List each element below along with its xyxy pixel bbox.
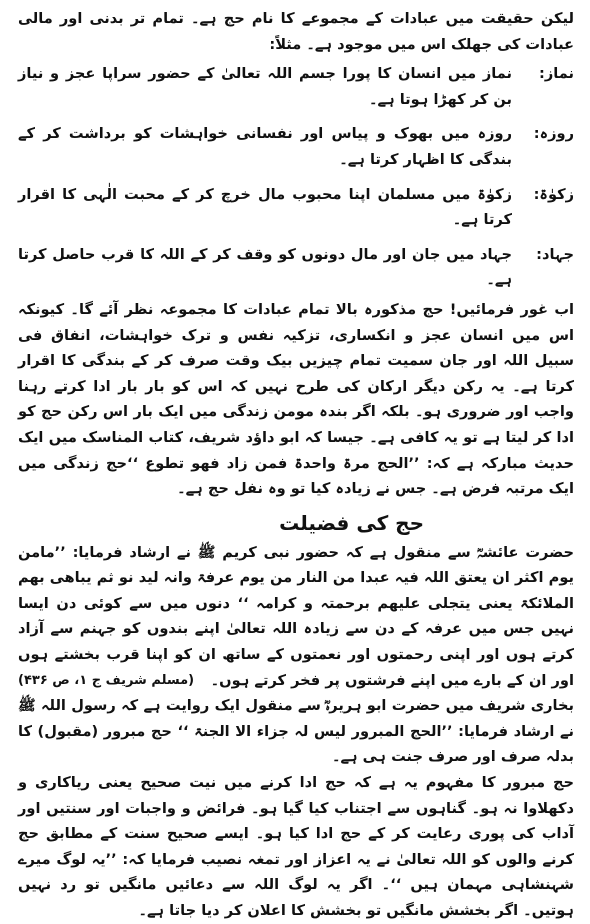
bukhari-paragraph: بخاری شریف میں حضرت ابو ہریرہؓ سے منقول ایک روایت ہے کہ رسول اللہ ﷺ نے ارشاد فرمایا: ’’الحج المبرور لیس لہ جزاء الا الجنۃ ‘‘ حج مبرور (مقبول) کا بدلہ صرف اور صرف جنت ہی ہے۔: [18, 697, 574, 766]
hadith-paragraph: [18, 540, 574, 694]
definition-text: نماز میں انسان کا پورا جسم اللہ تعالیٰ کے حضور سراپا عجز و نیاز بن کر کھڑا ہوتا ہے۔: [18, 65, 512, 108]
definition-term: جہاد:: [536, 245, 574, 263]
intro-paragraph: لیکن حقیقت میں عبادات کے مجموعے کا نام حج ہے۔ تمام تر بدنی اور مالی عبادات کی جھلک اس میں موجود ہے۔ مثلاً:: [18, 10, 574, 53]
definition-zakat: [18, 182, 574, 233]
definition-term: روزہ:: [533, 125, 574, 143]
definition-term: نماز:: [539, 65, 574, 83]
definition-text: زکوٰۃ میں مسلمان اپنا محبوب مال خرچ کر کے محبت الٰہی کا اقرار کرتا ہے۔: [18, 185, 512, 229]
citation: (مسلم شریف ج ۱، ص ۴۳۶): [18, 672, 195, 688]
definition-jihad: [18, 242, 574, 293]
document-page: [18, 6, 574, 924]
definition-text: روزہ میں بھوک و پیاس اور نفسانی خواہشات کو برداشت کر کے بندگی کا اظہار کرتا ہے۔: [18, 125, 512, 168]
hadith-text: حضرت عائشہؓ سے منقول ہے کہ حضور نبی کریم ﷺ نے ارشاد فرمایا: ’’مامن یوم اکثر ان یعتق اللہ فیہ عبدا من النار من یوم عرفۃ وانہ لید نو ثم یباھی بھم الملائکۃ یعنی یتجلی علیھم برحمتہ و کرامہ ‘‘ دنوں میں سے کوئی دن ایسا نہیں جس میں عرفہ کے دن سے زیادہ اللہ تعالیٰ اپنے بندوں کو جہنم سے آزاد کرتے ہوں اور اپنی رحمتوں اور نعمتوں کے ساتھ ان کو اپنا قرب بخشتے ہوں اور ان کے بارے میں اپنے فرشتوں پر فخر کرتے ہوں۔: [18, 543, 574, 689]
definition-term: زکوٰۃ:: [533, 185, 574, 203]
definition-namaz: [18, 61, 574, 112]
definition-text: جہاد میں جان اور مال دونوں کو وقف کر کے اللہ کا قرب حاصل کرتا ہے۔: [18, 245, 512, 289]
explanation-paragraph: حج مبرور کا مفہوم یہ ہے کہ حج ادا کرنے میں نیت صحیح یعنی ریاکاری و دکھلاوا نہ ہو۔ گناہوں سے اجتناب کیا گیا ہو۔ فرائض و واجبات اور سنتیں اور آداب کی پوری رعایت کر کے حج ادا کیا ہو۔ ایسے صحیح سنت کے مطابق حج کرنے والوں کو اللہ تعالیٰ نے یہ اعزاز اور تمغہ نصیب فرمایا کہ: ’’یہ لوگ میرے شہنشاہی مہمان ہیں ‘‘۔ اگر یہ لوگ اللہ سے دعائیں مانگیں تو رد نہیں ہوتیں۔ اگر بخشش مانگیں تو بخشش کا اعلان کر دیا جاتا ہے۔: [18, 774, 574, 919]
definition-roza: [18, 121, 574, 172]
body-paragraph: اب غور فرمائیں! حج مذکورہ بالا تمام عبادات کا مجموعہ نظر آئے گا۔ کیونکہ اس میں انسان عجز و انکساری، تزکیہ نفس و ترک خواہشات، انفاق فی سبیل اللہ اور جان سمیت تمام چیزیں بیک وقت صرف کر کے بندگی کا اقرار کرتا ہے۔ یہ رکن دیگر ارکان کی طرح نہیں کہ اس کو بار بار ادا کرتے رہنا واجب اور ضروری ہو۔ بلکہ اگر بندہ مومن زندگی میں ایک بار اس رکن حج کو ادا کر لیتا ہے تو یہ کافی ہے۔ جیسا کہ ابو داؤد شریف، کتاب المناسک میں ایک حدیث مبارکہ ہے کہ: ’’الحج مرۃ واحدۃ فمن زاد فھو تطوع ‘‘حج زندگی میں ایک مرتبہ فرض ہے۔ جس نے زیادہ کیا تو وہ نفل حج ہے۔: [18, 300, 574, 498]
section-heading: حج کی فضیلت: [279, 510, 424, 535]
